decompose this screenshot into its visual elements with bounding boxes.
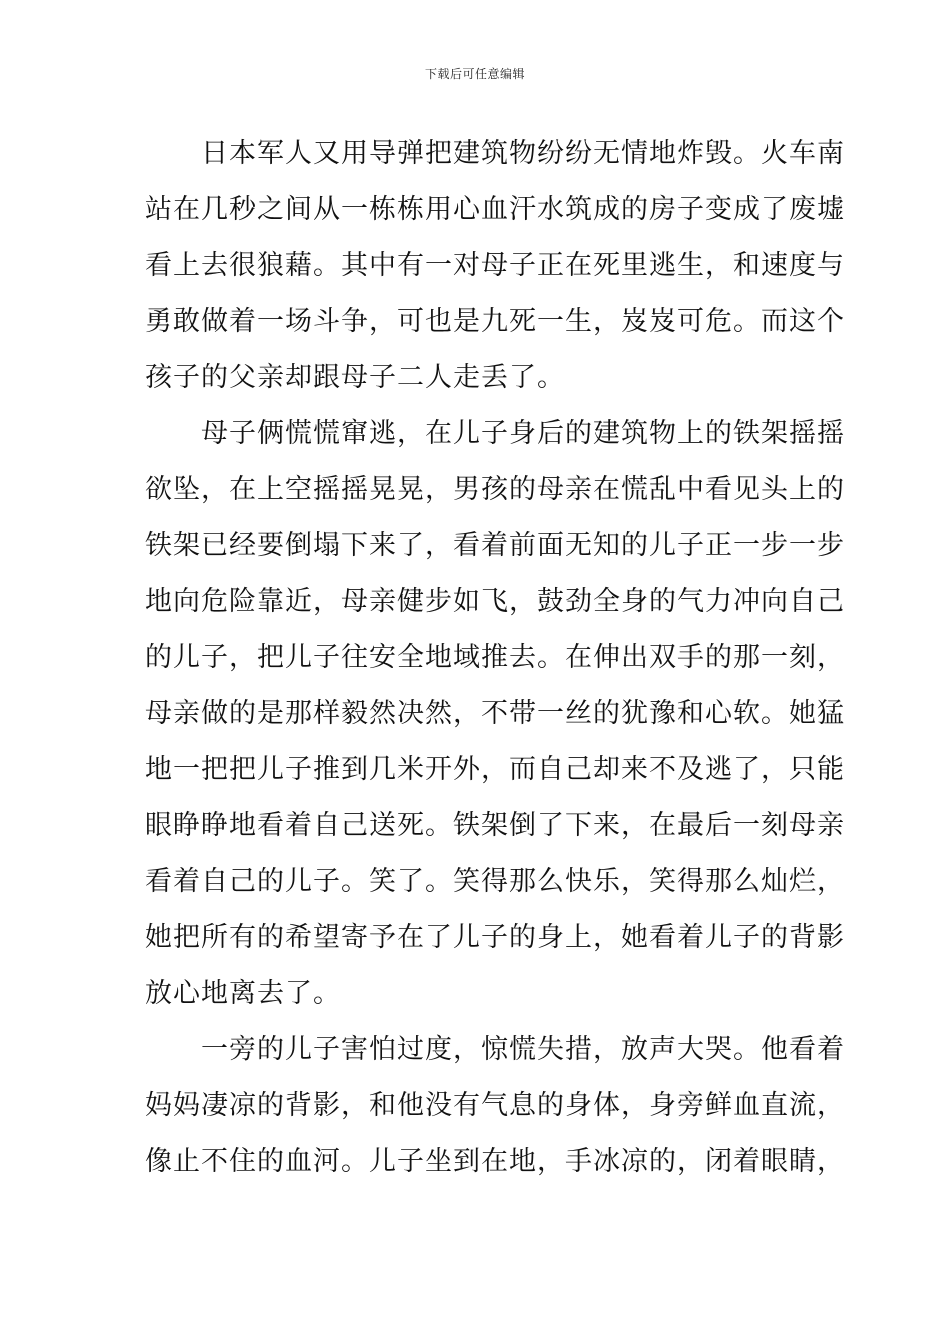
paragraph [145,410,845,1026]
text-line: 眼睁睁地看着自己送死。铁架倒了下来，在最后一刻母亲 [145,810,845,841]
text-line: 日本军人又用导弹把建筑物纷纷无情地炸毁。火车南 [201,138,845,169]
text-line: 看上去很狼藉。其中有一对母子正在死里逃生，和速度与 [145,250,845,281]
text-line: 地一把把儿子推到几米开外，而自己却来不及逃了，只能 [145,754,845,785]
text-line: 地向危险靠近，母亲健步如飞，鼓劲全身的气力冲向自己 [145,586,845,617]
paragraph [145,130,845,410]
text-line: 她把所有的希望寄予在了儿子的身上，她看着儿子的背影 [145,922,845,953]
text-line: 母亲做的是那样毅然决然，不带一丝的犹豫和心软。她猛 [145,698,845,729]
text-line: 看着自己的儿子。笑了。笑得那么快乐，笑得那么灿烂， [145,866,845,897]
text-line: 的儿子，把儿子往安全地域推去。在伸出双手的那一刻， [145,642,845,673]
text-line: 母子俩慌慌窜逃，在儿子身后的建筑物上的铁架摇摇 [201,418,845,449]
text-line: 妈妈凄凉的背影，和他没有气息的身体，身旁鲜血直流， [145,1090,845,1121]
text-line: 欲坠，在上空摇摇晃晃，男孩的母亲在慌乱中看见头上的 [145,474,845,505]
text-line: 勇敢做着一场斗争，可也是九死一生，岌岌可危。而这个 [145,306,845,337]
page-header: 下载后可任意编辑 [424,67,525,81]
text-line: 一旁的儿子害怕过度，惊慌失措，放声大哭。他看着 [201,1034,845,1065]
text-line: 放心地离去了。 [145,978,341,1009]
text-line: 铁架已经要倒塌下来了，看着前面无知的儿子正一步一步 [145,530,845,561]
text-line: 站在几秒之间从一栋栋用心血汗水筑成的房子变成了废墟 [145,194,845,225]
paragraph [145,1026,845,1194]
text-line: 孩子的父亲却跟母子二人走丢了。 [145,362,565,393]
text-line: 像止不住的血河。儿子坐到在地，手冰凉的，闭着眼睛， [145,1146,845,1177]
body-text [145,130,845,1194]
